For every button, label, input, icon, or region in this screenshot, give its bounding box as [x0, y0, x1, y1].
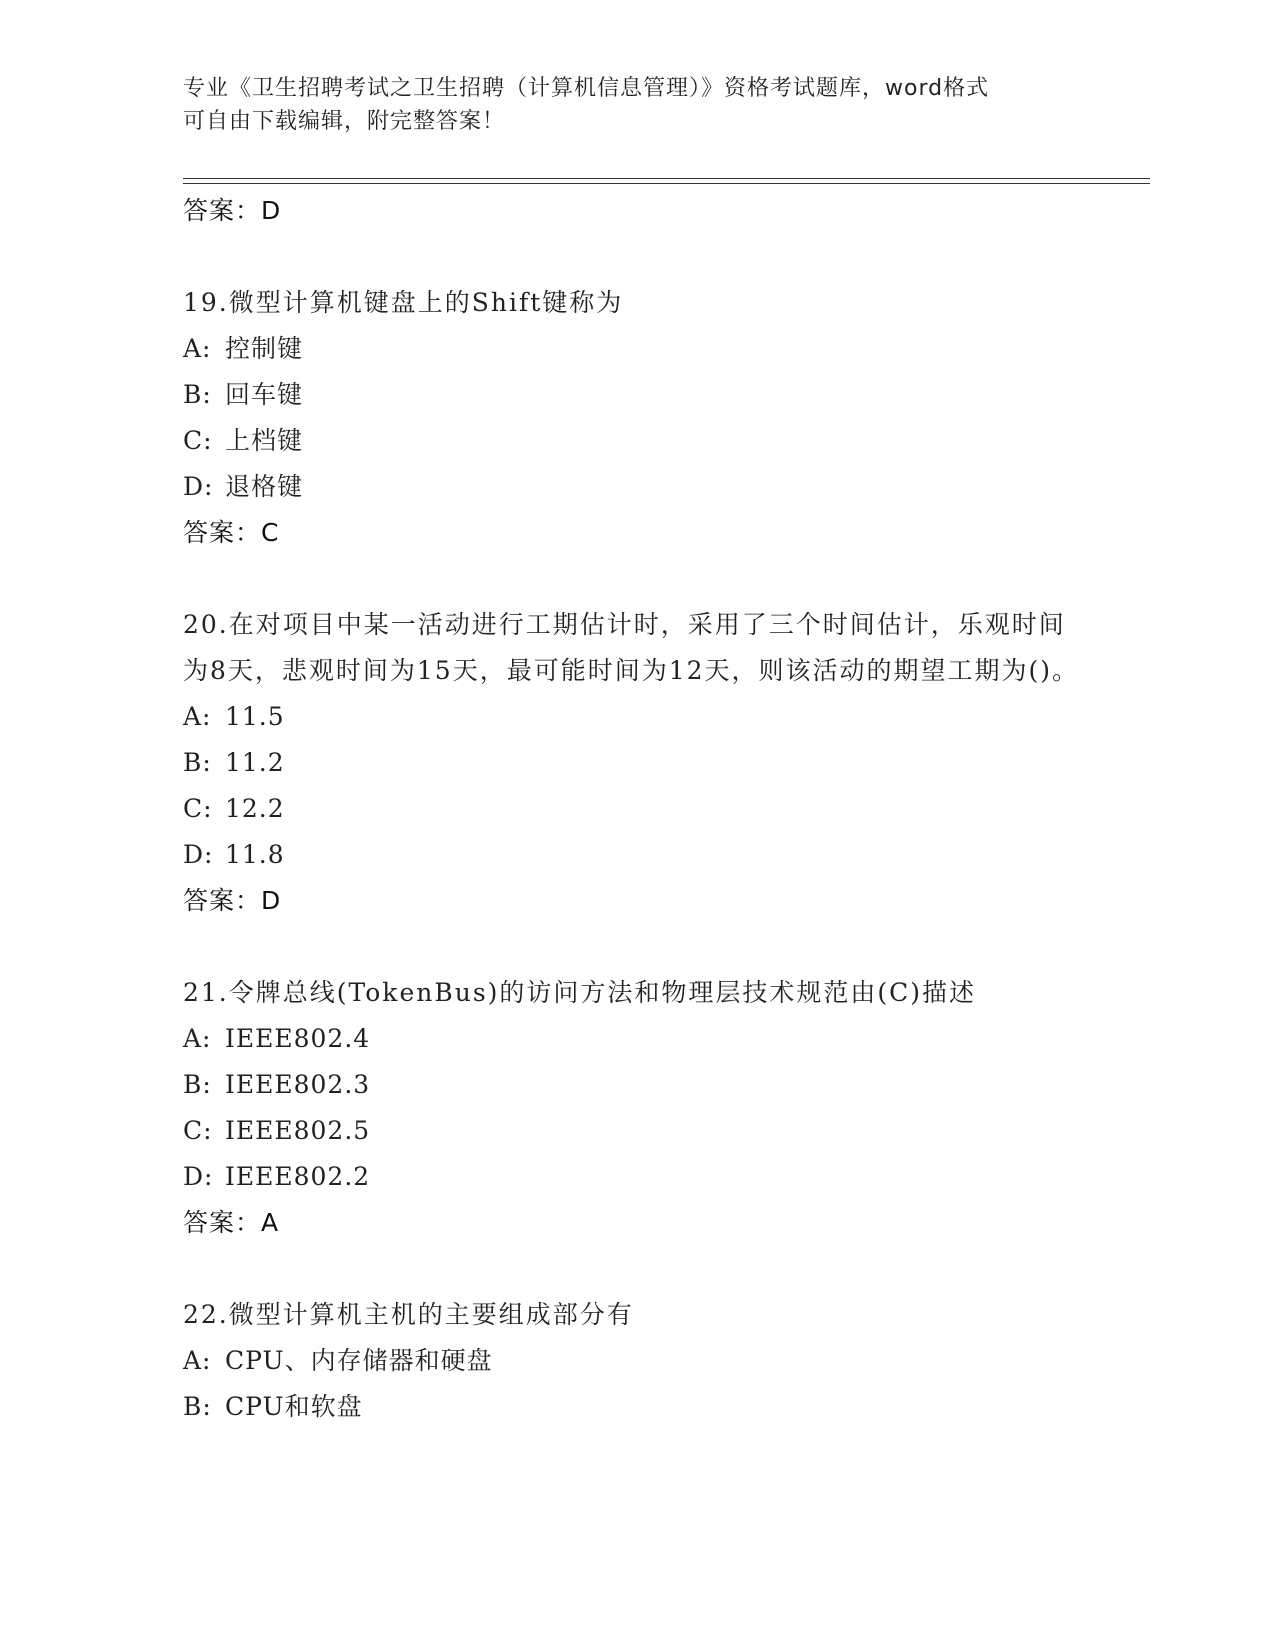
option-text: 上档键 [225, 426, 304, 455]
option-key: A: [183, 1346, 212, 1375]
block-gap [183, 1246, 1083, 1292]
block-gap [183, 234, 1083, 280]
option-key: C: [183, 794, 213, 823]
header-rule-top [183, 178, 1150, 179]
answer-option [183, 418, 1083, 464]
answer-line: 答案：C [183, 518, 280, 547]
option-text: CPU和软盘 [225, 1392, 363, 1421]
option-key: A: [183, 1024, 212, 1053]
question-text: 21.令牌总线(TokenBus)的访问方法和物理层技术规范由(C)描述 [183, 978, 977, 1007]
header-rule-bottom [183, 183, 1150, 184]
option-key: B: [183, 1392, 212, 1421]
answer-option [183, 1016, 1083, 1062]
answer-option [183, 1384, 1083, 1430]
option-text: IEEE802.4 [225, 1024, 371, 1053]
option-text: CPU、内存储器和硬盘 [225, 1346, 493, 1375]
question-list [183, 188, 1083, 1430]
answer-line: 答案：D [183, 196, 282, 225]
option-text: IEEE802.5 [225, 1116, 371, 1145]
option-key: B: [183, 748, 212, 777]
answer-line: 答案：A [183, 1208, 280, 1237]
option-key: A: [183, 334, 212, 363]
option-text: 12.2 [225, 794, 285, 823]
document-header [183, 72, 1063, 138]
option-key: C: [183, 1116, 213, 1145]
option-key: D: [183, 472, 214, 501]
answer-option [183, 372, 1083, 418]
option-text: 控制键 [225, 334, 304, 363]
option-text: 11.2 [225, 748, 285, 777]
block-gap [183, 556, 1083, 602]
option-text: 11.8 [225, 840, 285, 869]
block-gap [183, 924, 1083, 970]
option-key: A: [183, 702, 212, 731]
option-key: B: [183, 380, 212, 409]
header-line-2: 可自由下载编辑，附完整答案！ [183, 109, 506, 134]
answer-option [183, 464, 1083, 510]
option-key: B: [183, 1070, 212, 1099]
answer-line: 答案：D [183, 886, 282, 915]
option-text: IEEE802.3 [225, 1070, 371, 1099]
option-text: 退格键 [225, 472, 304, 501]
answer-option [183, 1338, 1083, 1384]
question-text: 20.在对项目中某一活动进行工期估计时，采用了三个时间估计，乐观时间为8天，悲观时间为15天，最可能时间为12天，则该活动的期望工期为()。 [183, 610, 1080, 685]
answer-option [183, 1062, 1083, 1108]
option-key: D: [183, 1162, 214, 1191]
answer-option [183, 786, 1083, 832]
answer-option [183, 740, 1083, 786]
option-text: 回车键 [225, 380, 304, 409]
option-key: D: [183, 840, 214, 869]
answer-option [183, 1154, 1083, 1200]
question-text: 22.微型计算机主机的主要组成部分有 [183, 1300, 634, 1329]
option-key: C: [183, 426, 213, 455]
option-text: IEEE802.2 [225, 1162, 371, 1191]
option-text: 11.5 [225, 702, 285, 731]
answer-option [183, 1108, 1083, 1154]
question-text: 19.微型计算机键盘上的Shift键称为 [183, 288, 624, 317]
answer-option [183, 832, 1083, 878]
header-line-1: 专业《卫生招聘考试之卫生招聘（计算机信息管理）》资格考试题库，word格式 [183, 76, 990, 101]
answer-option [183, 694, 1083, 740]
answer-option [183, 326, 1083, 372]
